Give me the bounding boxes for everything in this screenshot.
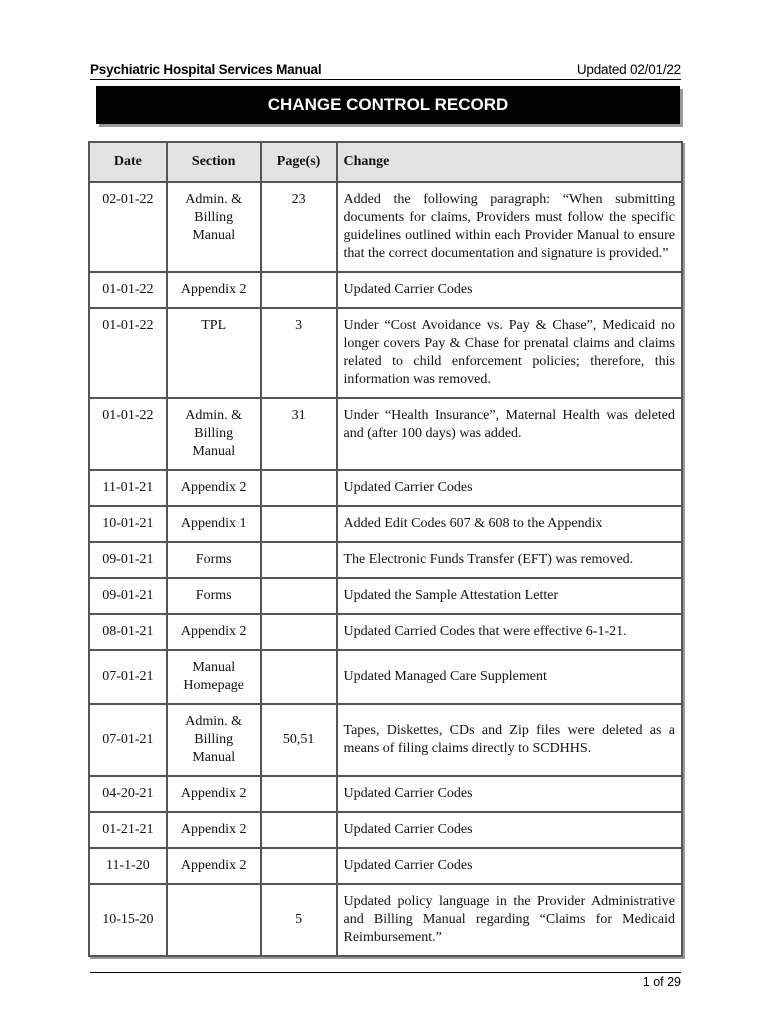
row-section <box>167 884 261 956</box>
row-section: Admin. & Billing Manual <box>167 398 261 470</box>
row-section: Forms <box>167 542 261 578</box>
table-row <box>89 182 682 272</box>
row-date: 08-01-21 <box>89 614 167 650</box>
row-pages <box>261 614 337 650</box>
row-change: Tapes, Diskettes, CDs and Zip files were deleted as a means of filing claims directly to SCDHHS. <box>337 704 683 776</box>
row-date: 09-01-21 <box>89 542 167 578</box>
page-footer <box>90 972 681 989</box>
row-section: Admin. & Billing Manual <box>167 182 261 272</box>
table-row <box>89 506 682 542</box>
row-section: TPL <box>167 308 261 398</box>
table-row <box>89 650 682 704</box>
row-change: The Electronic Funds Transfer (EFT) was removed. <box>337 542 683 578</box>
table-row <box>89 848 682 884</box>
row-date: 10-15-20 <box>89 884 167 956</box>
table-row <box>89 542 682 578</box>
table-row <box>89 398 682 470</box>
row-section: Admin. & Billing Manual <box>167 704 261 776</box>
row-change: Updated Carrier Codes <box>337 470 683 506</box>
row-date: 09-01-21 <box>89 578 167 614</box>
table-row <box>89 812 682 848</box>
row-change: Under “Health Insurance”, Maternal Health was deleted and (after 100 days) was added. <box>337 398 683 470</box>
row-pages <box>261 506 337 542</box>
row-pages: 5 <box>261 884 337 956</box>
title-text: CHANGE CONTROL RECORD <box>267 95 509 114</box>
column-header-section: Section <box>167 142 261 182</box>
row-change: Updated policy language in the Provider Administrative and Billing Manual regarding “Claims for Medicaid Reimbursement.” <box>337 884 683 956</box>
row-section: Appendix 2 <box>167 470 261 506</box>
table-row <box>89 308 682 398</box>
row-date: 01-01-22 <box>89 398 167 470</box>
row-date: 04-20-21 <box>89 776 167 812</box>
column-header-pages: Page(s) <box>261 142 337 182</box>
row-change: Updated Managed Care Supplement <box>337 650 683 704</box>
row-date: 01-21-21 <box>89 812 167 848</box>
change-control-table <box>88 141 683 957</box>
row-change: Updated Carrier Codes <box>337 272 683 308</box>
table-row <box>89 614 682 650</box>
column-header-date: Date <box>89 142 167 182</box>
row-date: 07-01-21 <box>89 650 167 704</box>
row-pages: 31 <box>261 398 337 470</box>
column-header-change: Change <box>337 142 683 182</box>
table-row <box>89 704 682 776</box>
row-pages: 3 <box>261 308 337 398</box>
updated-date: Updated 02/01/22 <box>576 62 681 77</box>
row-date: 02-01-22 <box>89 182 167 272</box>
row-section: Appendix 2 <box>167 614 261 650</box>
row-change: Added Edit Codes 607 & 608 to the Appendix <box>337 506 683 542</box>
row-change: Updated Carrier Codes <box>337 848 683 884</box>
row-date: 10-01-21 <box>89 506 167 542</box>
row-date: 01-01-22 <box>89 308 167 398</box>
row-pages <box>261 650 337 704</box>
row-pages: 23 <box>261 182 337 272</box>
row-date: 01-01-22 <box>89 272 167 308</box>
row-pages <box>261 578 337 614</box>
row-pages <box>261 812 337 848</box>
row-date: 11-1-20 <box>89 848 167 884</box>
row-change: Under “Cost Avoidance vs. Pay & Chase”, Medicaid no longer covers Pay & Chase for prenatal claims and claims related to child enforcement policies; therefore, this information was removed. <box>337 308 683 398</box>
row-section: Manual Homepage <box>167 650 261 704</box>
change-control-title <box>96 86 680 124</box>
row-section: Appendix 2 <box>167 848 261 884</box>
row-pages <box>261 272 337 308</box>
row-section: Appendix 2 <box>167 272 261 308</box>
table-row <box>89 470 682 506</box>
row-change: Updated the Sample Attestation Letter <box>337 578 683 614</box>
row-pages <box>261 542 337 578</box>
table-row <box>89 272 682 308</box>
row-date: 11-01-21 <box>89 470 167 506</box>
row-section: Appendix 1 <box>167 506 261 542</box>
row-pages: 50,51 <box>261 704 337 776</box>
table-row <box>89 578 682 614</box>
table-row <box>89 776 682 812</box>
page-header <box>90 57 681 80</box>
table-header-row <box>89 142 682 182</box>
row-pages <box>261 776 337 812</box>
manual-title: Psychiatric Hospital Services Manual <box>90 62 322 77</box>
row-change: Added the following paragraph: “When submitting documents for claims, Providers must follow the specific guidelines outlined within each Provider Manual to ensure that the correct documentation and signature is provided.” <box>337 182 683 272</box>
row-date: 07-01-21 <box>89 704 167 776</box>
row-section: Forms <box>167 578 261 614</box>
row-section: Appendix 2 <box>167 812 261 848</box>
row-change: Updated Carrier Codes <box>337 776 683 812</box>
table-row <box>89 884 682 956</box>
row-section: Appendix 2 <box>167 776 261 812</box>
row-change: Updated Carried Codes that were effective 6-1-21. <box>337 614 683 650</box>
row-pages <box>261 470 337 506</box>
row-pages <box>261 848 337 884</box>
row-change: Updated Carrier Codes <box>337 812 683 848</box>
page-indicator: 1 of 29 <box>642 975 681 989</box>
